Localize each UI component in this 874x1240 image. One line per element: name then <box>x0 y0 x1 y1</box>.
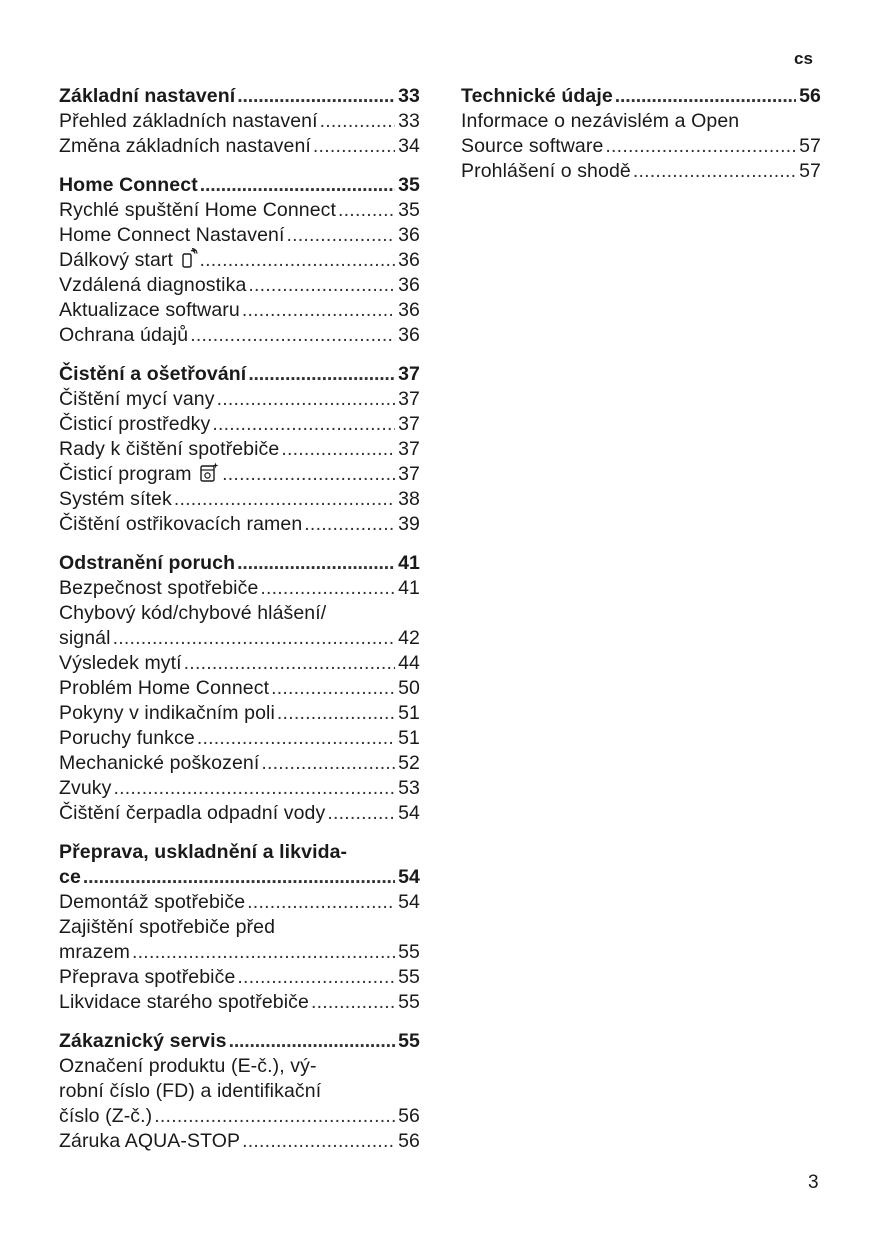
dot-leader <box>327 801 395 826</box>
toc-entry-label: Problém Home Connect <box>59 677 270 699</box>
dot-leader <box>212 412 395 437</box>
toc-heading-page: 37 <box>398 363 420 385</box>
toc-entry-label: Čištění čerpadla odpadní vody <box>59 802 326 824</box>
toc-entry-page: 51 <box>398 702 420 724</box>
dot-leader <box>154 1104 395 1129</box>
toc-entry[interactable] <box>59 776 420 801</box>
dot-leader <box>304 512 395 537</box>
toc-right-column <box>461 84 821 198</box>
toc-entry[interactable] <box>59 198 420 223</box>
toc-entry-page: 56 <box>398 1105 420 1127</box>
toc-heading-page: 35 <box>398 174 420 196</box>
toc-entry-label-line3: číslo (Z-č.) <box>59 1105 153 1127</box>
toc-entry-label-line2: signál <box>59 627 111 649</box>
toc-entry[interactable] <box>59 223 420 248</box>
dot-leader <box>113 626 396 651</box>
dot-leader <box>237 84 395 109</box>
toc-entry-page: 57 <box>799 160 821 182</box>
toc-heading[interactable] <box>59 551 420 576</box>
toc-entry-page: 36 <box>398 324 420 346</box>
toc-heading-page: 56 <box>799 85 821 107</box>
toc-entry[interactable] <box>59 298 420 323</box>
toc-entry[interactable] <box>59 576 420 601</box>
toc-entry-label: Přeprava spotřebiče <box>59 966 236 988</box>
toc-entry-label: Ochrana údajů <box>59 324 189 346</box>
toc-entry-label: Zvuky <box>59 777 112 799</box>
toc-heading-page: 55 <box>398 1030 420 1052</box>
toc-entry-label: Čištění ostřikovacích ramen <box>59 513 303 535</box>
toc-entry-label: Aktualizace softwaru <box>59 299 240 321</box>
dot-leader <box>229 1029 396 1054</box>
toc-entry-page: 56 <box>398 1130 420 1152</box>
toc-heading[interactable] <box>59 865 420 890</box>
toc-entry-label: Home Connect Nastavení <box>59 224 285 246</box>
toc-entry-page: 53 <box>398 777 420 799</box>
cleaning-program-icon <box>200 462 220 482</box>
toc-entry-label: Pokyny v indikačním poli <box>59 702 275 724</box>
dot-leader <box>222 462 395 487</box>
dot-leader <box>200 248 396 273</box>
toc-entry[interactable] <box>59 701 420 726</box>
page-number: 3 <box>808 1172 819 1193</box>
toc-entry[interactable] <box>59 412 420 437</box>
toc-heading-title: Technické údaje <box>461 85 613 107</box>
toc-entry[interactable] <box>59 890 420 915</box>
toc-entry-label: Demontáž spotřebiče <box>59 891 246 913</box>
toc-entry-page: 54 <box>398 891 420 913</box>
toc-entry-page: 44 <box>398 652 420 674</box>
toc-entry-page: 55 <box>398 966 420 988</box>
dot-leader <box>281 437 395 462</box>
toc-entry-page: 36 <box>398 249 420 271</box>
dot-leader <box>174 487 395 512</box>
toc-entry[interactable] <box>59 134 420 159</box>
toc-entry-label-line1[interactable]: Označení produktu (E-č.), vý- <box>59 1055 317 1077</box>
toc-entry[interactable] <box>59 248 420 273</box>
toc-entry-page: 37 <box>398 413 420 435</box>
toc-entry-page: 37 <box>398 463 420 485</box>
toc-section-technical-data <box>461 84 821 184</box>
toc-entry-label-wrap <box>59 462 220 487</box>
toc-entry[interactable] <box>59 437 420 462</box>
toc-entry-label: Čisticí prostředky <box>59 413 211 435</box>
toc-entry[interactable] <box>59 676 420 701</box>
toc-entry-page: 54 <box>398 802 420 824</box>
dot-leader <box>247 890 395 915</box>
toc-entry-label-wrap <box>59 248 198 273</box>
dot-leader <box>320 109 395 134</box>
dot-leader <box>277 701 395 726</box>
toc-entry[interactable] <box>59 940 420 965</box>
toc-entry-label: Likvidace starého spotřebiče <box>59 991 309 1013</box>
toc-entry-label: Mechanické poškození <box>59 752 260 774</box>
toc-entry[interactable] <box>59 512 420 537</box>
dot-leader <box>217 387 396 412</box>
dot-leader <box>237 551 395 576</box>
dot-leader <box>615 84 796 109</box>
toc-entry-label: Prohlášení o shodě <box>461 160 631 182</box>
toc-entry-label-line2[interactable]: robní číslo (FD) a identifikační <box>59 1080 322 1102</box>
toc-entry-page: 35 <box>398 199 420 221</box>
toc-entry-page: 55 <box>398 941 420 963</box>
toc-section-customer-service <box>59 1029 420 1154</box>
toc-entry[interactable] <box>59 462 420 487</box>
dot-leader <box>286 223 395 248</box>
dot-leader <box>605 134 796 159</box>
toc-heading-title-line1[interactable]: Přeprava, uskladnění a likvida- <box>59 841 348 863</box>
toc-heading-title: Základní nastavení <box>59 85 236 107</box>
dot-leader <box>338 198 395 223</box>
toc-entry-label-line1[interactable]: Chybový kód/chybové hlášení/ <box>59 602 327 624</box>
toc-heading-title: Home Connect <box>59 174 198 196</box>
toc-entry[interactable] <box>461 134 821 159</box>
dot-leader <box>311 990 395 1015</box>
dot-leader <box>261 751 395 776</box>
toc-entry-page: 34 <box>398 135 420 157</box>
toc-entry[interactable] <box>59 487 420 512</box>
dot-leader <box>197 726 395 751</box>
toc-left-column <box>59 84 420 1168</box>
remote-start-icon <box>182 248 198 268</box>
toc-section-transport <box>59 840 420 1015</box>
dot-leader <box>260 576 395 601</box>
toc-entry-page: 37 <box>398 388 420 410</box>
toc-heading[interactable] <box>59 173 420 198</box>
toc-entry-page: 33 <box>398 110 420 132</box>
toc-entry-page: 39 <box>398 513 420 535</box>
toc-entry-page: 42 <box>398 627 420 649</box>
toc-entry-page: 57 <box>799 135 821 157</box>
language-code: cs <box>794 49 813 68</box>
toc-entry-label-line1[interactable]: Informace o nezávislém a Open <box>461 110 740 132</box>
toc-heading[interactable] <box>59 362 420 387</box>
dot-leader <box>114 776 396 801</box>
dot-leader <box>190 323 395 348</box>
toc-entry[interactable] <box>59 1129 420 1154</box>
toc-entry[interactable] <box>59 109 420 134</box>
toc-entry[interactable] <box>59 651 420 676</box>
toc-entry-label: Rady k čištění spotřebiče <box>59 438 280 460</box>
dot-leader <box>132 940 395 965</box>
toc-entry[interactable] <box>59 323 420 348</box>
toc-heading-title: Čistění a ošetřování <box>59 363 247 385</box>
toc-entry-page: 37 <box>398 438 420 460</box>
dot-leader <box>248 273 395 298</box>
dot-leader <box>184 651 395 676</box>
toc-entry[interactable] <box>59 990 420 1015</box>
toc-heading[interactable] <box>461 84 821 109</box>
toc-heading[interactable] <box>59 84 420 109</box>
toc-entry[interactable] <box>461 159 821 184</box>
toc-entry-label: Dálkový start <box>59 249 173 271</box>
toc-entry-label-line1[interactable]: Zajištění spotřebiče před <box>59 916 276 938</box>
dot-leader <box>271 676 395 701</box>
dot-leader <box>242 298 395 323</box>
toc-entry-label: Poruchy funkce <box>59 727 195 749</box>
dot-leader <box>313 134 395 159</box>
toc-heading-page: 33 <box>398 85 420 107</box>
toc-entry-page: 55 <box>398 991 420 1013</box>
dot-leader <box>248 362 395 387</box>
toc-entry-label: Čisticí program <box>59 463 192 485</box>
toc-heading-page: 41 <box>398 552 420 574</box>
toc-entry[interactable] <box>59 801 420 826</box>
toc-entry-label: Bezpečnost spotřebiče <box>59 577 259 599</box>
toc-entry-page: 41 <box>398 577 420 599</box>
toc-entry-page: 36 <box>398 274 420 296</box>
toc-entry-label: Vzdálená diagnostika <box>59 274 247 296</box>
dot-leader <box>242 1129 395 1154</box>
toc-entry-label: Čištění mycí vany <box>59 388 215 410</box>
toc-section-troubleshooting <box>59 551 420 826</box>
toc-entry[interactable] <box>59 965 420 990</box>
dot-leader <box>237 965 395 990</box>
toc-entry[interactable] <box>59 751 420 776</box>
toc-entry-label: Změna základních nastavení <box>59 135 311 157</box>
toc-entry-label: Rychlé spuštění Home Connect <box>59 199 337 221</box>
dot-leader <box>200 173 395 198</box>
toc-heading-title-line2: ce <box>59 866 81 888</box>
toc-entry[interactable] <box>59 387 420 412</box>
toc-entry-page: 52 <box>398 752 420 774</box>
toc-entry-label: Záruka AQUA-STOP <box>59 1130 241 1152</box>
toc-entry-page: 36 <box>398 224 420 246</box>
toc-entry-page: 36 <box>398 299 420 321</box>
toc-heading-title: Zákaznický servis <box>59 1030 227 1052</box>
toc-heading-title: Odstranění poruch <box>59 552 236 574</box>
toc-entry-label-line2: mrazem <box>59 941 131 963</box>
toc-heading[interactable] <box>59 1029 420 1054</box>
toc-entry-label: Přehled základních nastavení <box>59 110 318 132</box>
toc-section-home-connect <box>59 173 420 348</box>
toc-heading-page: 54 <box>398 866 420 888</box>
toc-entry-label-line2: Source software <box>461 135 604 157</box>
toc-entry-page: 50 <box>398 677 420 699</box>
dot-leader <box>83 865 395 890</box>
toc-entry[interactable] <box>59 1104 420 1129</box>
toc-entry-page: 51 <box>398 727 420 749</box>
toc-entry-page: 38 <box>398 488 420 510</box>
toc-entry-label: Systém sítek <box>59 488 172 510</box>
toc-entry[interactable] <box>59 726 420 751</box>
toc-entry[interactable] <box>59 273 420 298</box>
toc-entry-label: Výsledek mytí <box>59 652 182 674</box>
toc-section-basic-settings <box>59 84 420 159</box>
toc-section-cleaning <box>59 362 420 537</box>
toc-entry[interactable] <box>59 626 420 651</box>
dot-leader <box>633 159 796 184</box>
